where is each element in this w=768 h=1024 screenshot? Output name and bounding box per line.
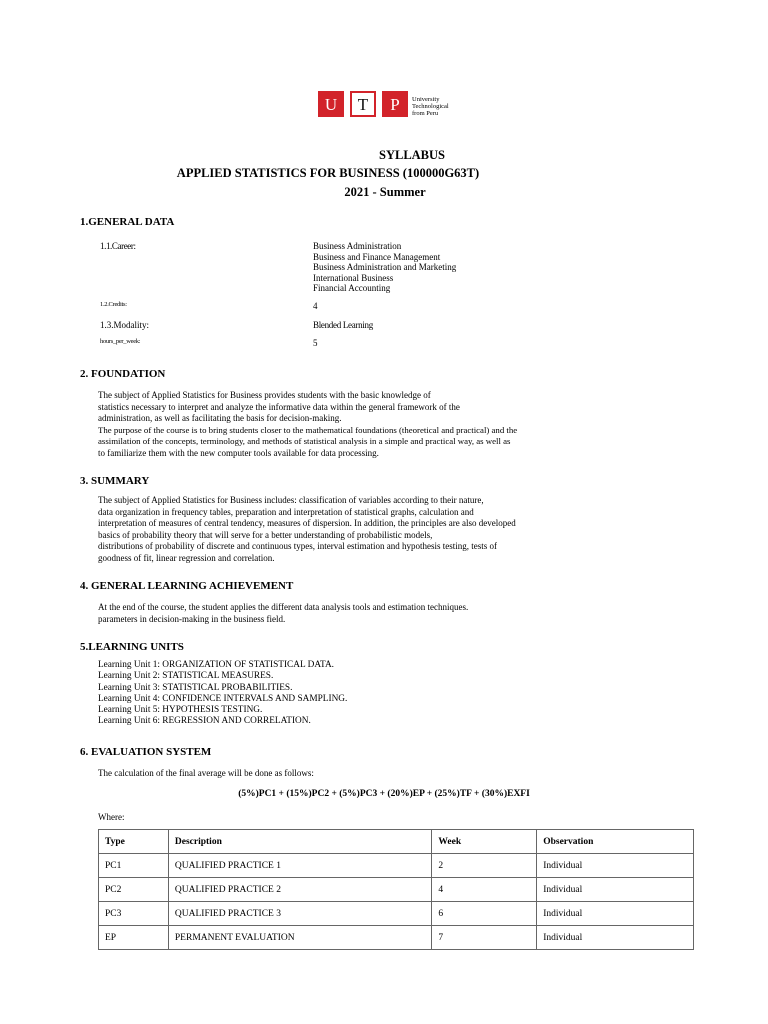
foundation-line: The subject of Applied Statistics for Business provides students with the basic knowledge of bbox=[98, 390, 431, 400]
learning-unit-item: Learning Unit 6: REGRESSION AND CORRELATION. bbox=[98, 716, 311, 727]
cell-description: QUALIFIED PRACTICE 2 bbox=[168, 878, 432, 902]
foundation-line: assimilation of the concepts, terminology, and methods of statistical analysis in a simple and practical way, as well as bbox=[98, 436, 511, 446]
learning-units-heading: 5.LEARNING UNITS bbox=[80, 641, 184, 653]
cell-week: 6 bbox=[432, 902, 537, 926]
hours-value: 5 bbox=[313, 338, 318, 348]
table-row bbox=[99, 854, 694, 878]
course-title: APPLIED STATISTICS FOR BUSINESS (100000G63T) bbox=[176, 166, 480, 180]
general-data-heading: 1.GENERAL DATA bbox=[80, 216, 175, 228]
logo-caption-line: from Peru bbox=[412, 110, 439, 117]
cell-week: 4 bbox=[432, 878, 537, 902]
credits-value: 4 bbox=[313, 301, 318, 311]
cell-observation: Individual bbox=[537, 878, 694, 902]
summary-heading: 3. SUMMARY bbox=[80, 475, 150, 487]
career-item: Financial Accounting bbox=[313, 283, 391, 293]
achievement-text bbox=[98, 602, 638, 625]
learning-unit-item: Learning Unit 4: CONFIDENCE INTERVALS AND SAMPLING. bbox=[98, 693, 348, 704]
foundation-line: administration, as well as facilitating the basis for decision-making. bbox=[98, 413, 342, 423]
foundation-line: The purpose of the course is to bring students closer to the mathematical foundations (theoretical and practical) and the bbox=[98, 424, 518, 435]
career-item: Business and Finance Management bbox=[313, 251, 441, 262]
cell-week: 7 bbox=[432, 926, 537, 950]
term-title: 2021 - Summer bbox=[344, 185, 426, 199]
learning-units-list bbox=[98, 660, 347, 728]
logo-caption-line: Technological bbox=[412, 103, 449, 110]
summary-line: distributions of probability of discrete and continuous types, interval estimation and hypothesis testing, tests of bbox=[98, 541, 497, 551]
table-row bbox=[99, 902, 694, 926]
logo-letter-t: T bbox=[350, 91, 376, 117]
logo-caption-line: University bbox=[412, 96, 440, 103]
cell-observation: Individual bbox=[537, 854, 694, 878]
career-item: Business Administration bbox=[313, 241, 402, 251]
column-header-description: Description bbox=[168, 830, 432, 854]
summary-line: data organization in frequency tables, preparation and interpretation of statistical graphs, calculation and bbox=[98, 506, 474, 517]
column-header-week: Week bbox=[432, 830, 537, 854]
logo-caption bbox=[412, 96, 472, 117]
table-row bbox=[99, 926, 694, 950]
learning-unit-item: Learning Unit 3: STATISTICAL PROBABILITIES. bbox=[98, 682, 293, 693]
foundation-text bbox=[98, 390, 638, 459]
evaluation-heading: 6. EVALUATION SYSTEM bbox=[80, 746, 212, 758]
summary-line: goodness of fit, linear regression and correlation. bbox=[98, 552, 275, 563]
career-item: International Business bbox=[313, 272, 394, 283]
modality-value: Blended Learning bbox=[313, 320, 373, 330]
summary-line: The subject of Applied Statistics for Business includes: classification of variables according to their nature, bbox=[98, 495, 484, 505]
hours-label: hours_per_week: bbox=[100, 338, 141, 345]
cell-type: PC1 bbox=[99, 854, 169, 878]
foundation-line: statistics necessary to interpret and analyze the informative data within the general framework of the bbox=[98, 401, 460, 412]
modality-label: 1.3.Modality: bbox=[100, 320, 149, 330]
cell-type: PC3 bbox=[99, 902, 169, 926]
column-header-type: Type bbox=[99, 830, 169, 854]
career-item: Business Administration and Marketing bbox=[313, 262, 457, 272]
evaluation-table bbox=[98, 829, 694, 950]
summary-line: interpretation of measures of central tendency, measures of dispersion. In addition, the principles are also developed bbox=[98, 518, 516, 528]
table-row bbox=[99, 878, 694, 902]
where-label: Where: bbox=[98, 812, 125, 822]
summary-text bbox=[98, 495, 638, 564]
foundation-heading: 2. FOUNDATION bbox=[80, 368, 166, 380]
achievement-line: parameters in decision-making in the business field. bbox=[98, 613, 286, 624]
cell-observation: Individual bbox=[537, 926, 694, 950]
syllabus-title: SYLLABUS bbox=[379, 148, 445, 162]
credits-label: 1.2.Credits: bbox=[100, 301, 127, 308]
evaluation-formula: (5%)PC1 + (15%)PC2 + (5%)PC3 + (20%)EP + (25%)TF + (30%)EXFI bbox=[238, 789, 530, 799]
logo-letter-p: P bbox=[382, 91, 408, 117]
summary-line: basics of probability theory that will serve for a better understanding of probabilistic models, bbox=[98, 529, 433, 540]
logo-letter-u: U bbox=[318, 91, 344, 117]
cell-observation: Individual bbox=[537, 902, 694, 926]
utp-logo bbox=[318, 91, 408, 117]
career-label: 1.1.Career: bbox=[100, 241, 136, 251]
foundation-line: to familiarize them with the new computer tools available for data processing. bbox=[98, 447, 379, 458]
achievement-line: At the end of the course, the student applies the different data analysis tools and estimation techniques. bbox=[98, 602, 469, 612]
achievement-heading: 4. GENERAL LEARNING ACHIEVEMENT bbox=[80, 580, 294, 592]
table-header-row bbox=[99, 830, 694, 854]
cell-description: QUALIFIED PRACTICE 1 bbox=[168, 854, 432, 878]
cell-description: PERMANENT EVALUATION bbox=[168, 926, 432, 950]
column-header-observation: Observation bbox=[537, 830, 694, 854]
career-list bbox=[313, 241, 456, 294]
evaluation-intro: The calculation of the final average will be done as follows: bbox=[98, 768, 314, 778]
learning-unit-item: Learning Unit 2: STATISTICAL MEASURES. bbox=[98, 671, 274, 682]
learning-unit-item: Learning Unit 1: ORGANIZATION OF STATISTICAL DATA. bbox=[98, 660, 334, 670]
cell-description: QUALIFIED PRACTICE 3 bbox=[168, 902, 432, 926]
learning-unit-item: Learning Unit 5: HYPOTHESIS TESTING. bbox=[98, 705, 263, 716]
cell-week: 2 bbox=[432, 854, 537, 878]
cell-type: EP bbox=[99, 926, 169, 950]
cell-type: PC2 bbox=[99, 878, 169, 902]
